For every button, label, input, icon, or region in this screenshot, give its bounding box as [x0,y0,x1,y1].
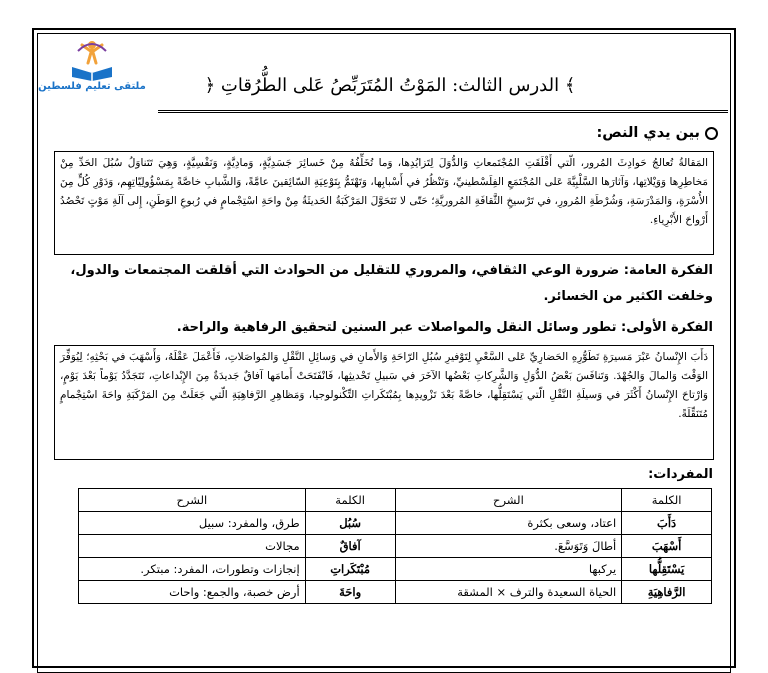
vocab-word: دَأَبَ [622,512,712,535]
table-header: الشرح [79,489,306,512]
section-heading [596,125,718,141]
table-row [79,512,712,535]
vocab-meaning: أطالَ وَتَوَسَّعَ. [395,535,622,558]
table-header: الشرح [395,489,622,512]
site-logo [36,37,148,97]
vocab-word: أَسْهَبَ [622,535,712,558]
book-figure-icon [68,37,116,81]
logo-text: ملتقى تعليم فلسطين [38,81,146,92]
vocab-meaning: يركبها [395,558,622,581]
vocab-meaning: الحياة السعيدة والترف × المشقة [395,581,622,604]
vocab-word: واحَةَ [305,581,395,604]
text-paragraph: دَأَبَ الإِنْسانُ عَبْرَ مَسيرَةِ تَطَوُّرِهِ الحَضارِيِّ عَلى السَّعْيِ لِتَوْفيرِ سُبُلِ الرّاحَةِ وَالأَمانِ في وَسائِلِ النَّقْلِ وَالمُواصَلاتِ، فَأَعْمَلَ عَقْلَهُ، وَأَسْهَبَ في بَحْثِهِ؛ لِيُوَفِّرَ الوَقْتَ وَالمالَ وَالجُهْدَ. وَتَنافَسَ بَعْضُ الدُّوَلِ وَالشَّرِكاتِ بَعْضُها الآخَرَ في سَبيلِ تَحْديثِها، فَانْفَتَحَتْ أَمامَها آفاقٌ جَديدَةٌ مِنَ الإِبْداعاتِ، تَتَجَدَّدُ يَوْماً بَعْدَ يَوْمٍ، وَارْتاحَ الإِنْسانُ أَكْثَرَ في وَسيلَةِ النَّقْلِ الّتي يَسْتَقِلُّها، خاصَّةً بَعْدَ تَزْويدِها بِمُبْتَكَراتِ التِّكْنولوجيا، وَمَظاهِرِ الرَّفاهِيَةِ الّتي جَعَلَتْ مِنَ المَرْكَبَةِ واحَةَ اسْتِجْمامٍ مُتَنَقِّلَةً. [54,345,714,460]
vocab-word: سُبُل [305,512,395,535]
general-idea-continued: وخلفت الكثير من الخسائر. [543,289,713,304]
table-row [79,558,712,581]
vocab-word: مُبْتَكَراتِ [305,558,395,581]
intro-paragraph: المَقالةُ تُعالجُ حَوادِثَ المُرور، الّتي أَقْلَقَتِ المُجْتَمعاتِ وَالدُّوَلَ لِتَزايُدِها، وَما تُخَلِّفُهُ مِنْ خَسائِرَ جَسَدِيَّةٍ، وَمادِيَّةٍ، وَنَفْسِيَّةٍ، وَهِيَ تَتَناوَلُ سُبُلَ الحَدِّ مِنْ مَخاطِرِها وَوَيْلاتِها، وَآثارَها السَّلْبِيَّةَ عَلى المُجْتَمَعِ الفِلَسْطينيِّ، وَتَنْظُرُ في أَسْبابِها، وَتَهْتَمُّ بِتَوْعِيَةِ السّائِقينَ عامَّةً، وَالشَّبابِ خاصَّةً بِمَسْؤُولِيّاتِهِم، وَدَوْرِ كُلٍّ مِنَ الأُسْرَةِ، وَالمَدْرَسَةِ، وَشُرْطَةِ المُرورِ، في تَرْسيخِ الثَّقافَةِ المُروريَّةِ؛ حَتّى لا تَتَحَوَّلَ المَرْكَبَةُ الحَديثَةُ مِنْ واحَةِ اسْتِجْمامٍ في رُبوعِ الوَطَنِ، إِلى آلَةِ مَوْتٍ تَحْصُدُ أَرْواحَ الأَبْرِياءِ. [54,151,714,255]
table-header-row [79,489,712,512]
vocab-meaning: أرض خصبة، والجمع: واحات [79,581,306,604]
vocab-meaning: إنجازات وتطورات، المفرد: مبتكر. [79,558,306,581]
section-heading-text: بين يدي النص: [596,125,700,141]
table-row [79,535,712,558]
table-header: الكلمة [305,489,395,512]
circle-bullet-icon [705,127,718,140]
table-row [79,581,712,604]
vocab-meaning: اعتاد، وسعى بكثرة [395,512,622,535]
general-idea: الفكرة العامة: ضرورة الوعي الثقافي، والمروري للتقليل من الحوادث التي أقلقت المجتمعات والدول، [70,263,713,278]
vocabulary-table [78,488,712,604]
first-idea: الفكرة الأولى: تطور وسائل النقل والمواصلات عبر السنين لتحقيق الرفاهية والراحة. [176,320,713,335]
title-divider [158,110,728,113]
lesson-title: ﴾ الدرس الثالث: المَوْتُ المُتَرَبِّصُ عَلى الطُّرُقاتِ ﴿ [204,75,576,96]
vocab-meaning: مجالات [79,535,306,558]
vocab-meaning: طرق، والمفرد: سبيل [79,512,306,535]
table-header: الكلمة [622,489,712,512]
vocab-word: يَسْتَقِلُّها [622,558,712,581]
vocab-word: الرَّفاهِيَةِ [622,581,712,604]
vocab-word: آفاقٌ [305,535,395,558]
vocabulary-label: المفردات: [648,467,713,482]
